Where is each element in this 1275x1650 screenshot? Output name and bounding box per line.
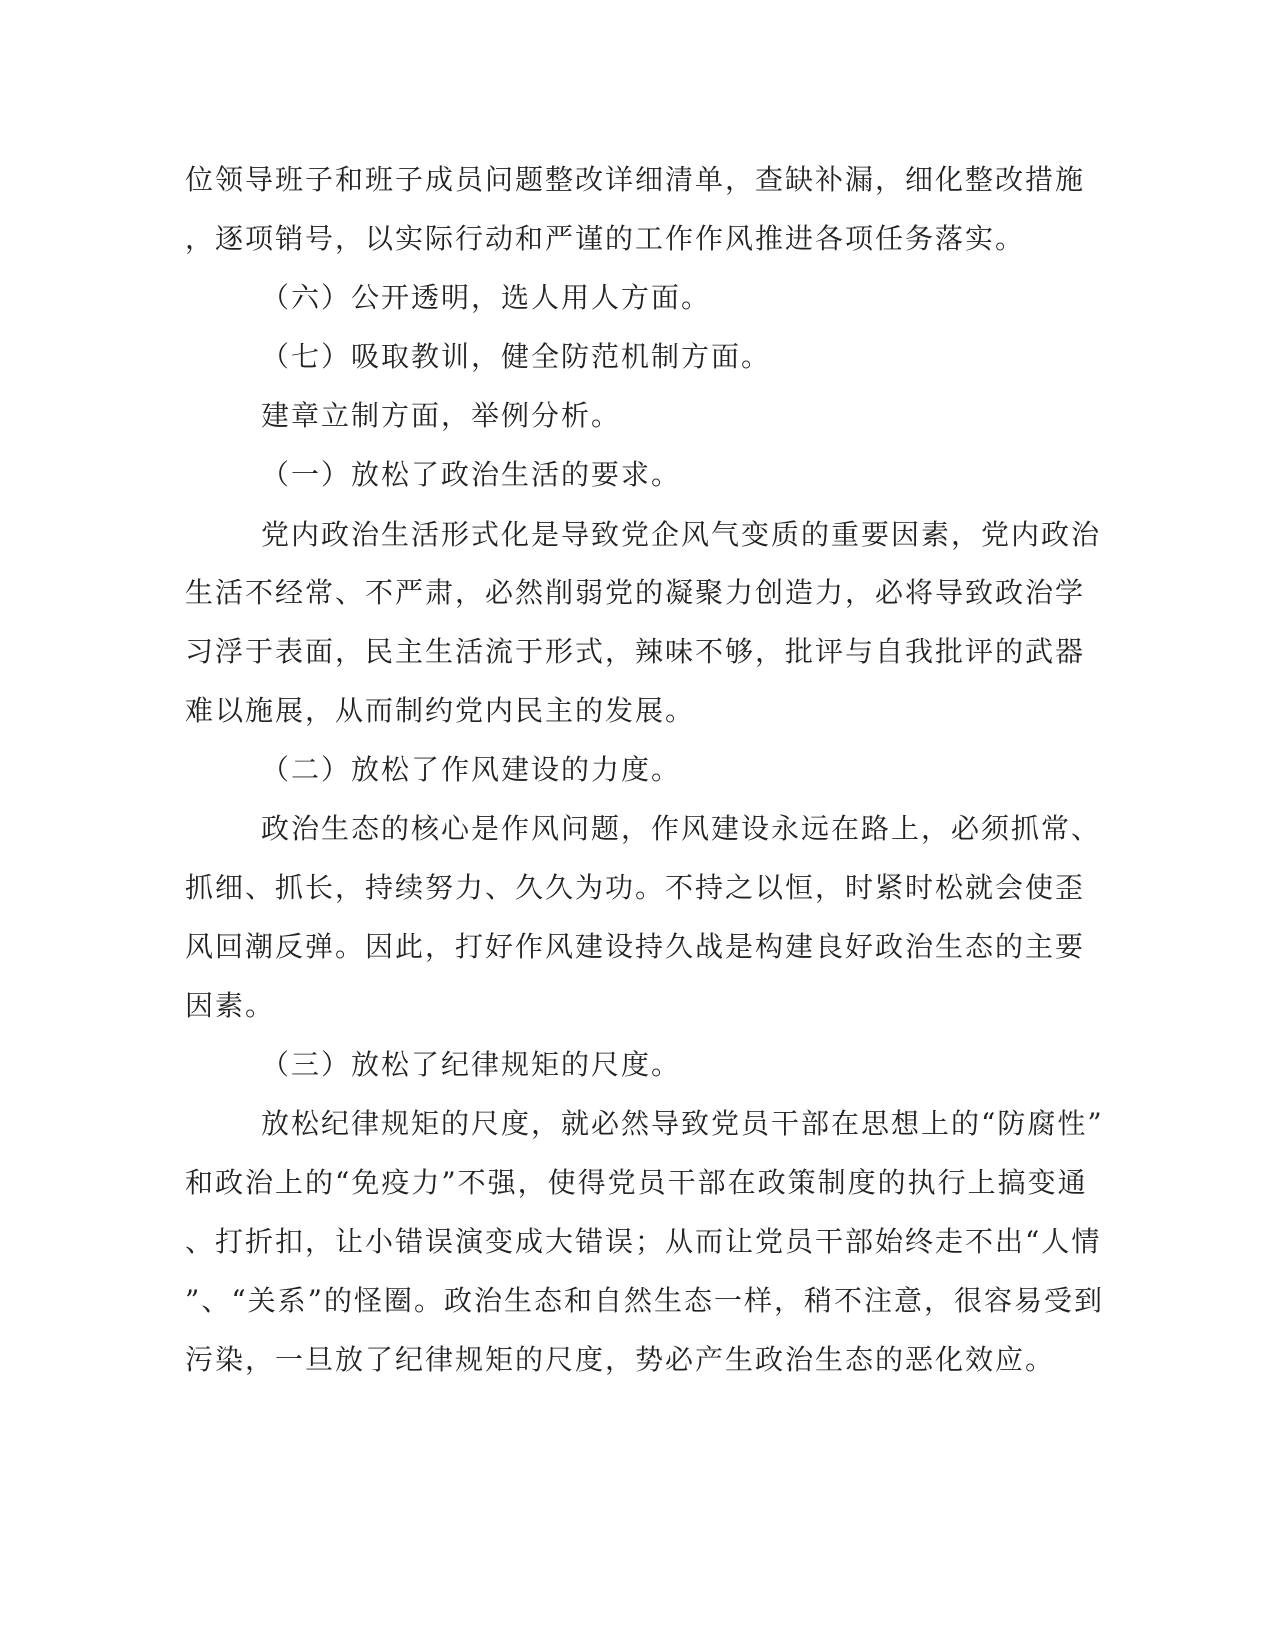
text-line-18: 和政治上的“免疫力”不强，使得党员干部在政策制度的执行上搞变通 bbox=[185, 1166, 1088, 1199]
text-line-1: 位领导班子和班子成员问题整改详细清单，查缺补漏，细化整改措施 bbox=[185, 163, 1086, 196]
text-line-9: 习浮于表面，民主生活流于形式，辣味不够，批评与自我批评的武器 bbox=[185, 635, 1086, 668]
text-line-8: 生活不经常、不严肃，必然削弱党的凝聚力创造力，必将导致政治学 bbox=[185, 576, 1086, 609]
text-line-13: 抓细、抓长，持续努力、久久为功。不持之以恒，时紧时松就会使歪 bbox=[185, 871, 1086, 904]
section-heading-3: （三）放松了纪律规矩的尺度。 bbox=[261, 1048, 682, 1081]
text-line-19: 、打折扣，让小错误演变成大错误；从而让党员干部始终走不出“人情 bbox=[185, 1225, 1102, 1258]
text-line-20: ”、“关系”的怪圈。政治生态和自然生态一样，稍不注意，很容易受到 bbox=[185, 1284, 1104, 1317]
text-line-10: 难以施展，从而制约党内民主的发展。 bbox=[185, 694, 696, 727]
text-line-2: ，逐项销号，以实际行动和严谨的工作作风推进各项任务落实。 bbox=[185, 222, 1026, 255]
section-heading-2: （二）放松了作风建设的力度。 bbox=[261, 753, 682, 786]
paragraph-heading: 建章立制方面，举例分析。 bbox=[261, 399, 622, 432]
text-line-12: 政治生态的核心是作风问题，作风建设永远在路上，必须抓常、 bbox=[261, 812, 1102, 845]
text-line-14: 风回潮反弹。因此，打好作风建设持久战是构建良好政治生态的主要 bbox=[185, 930, 1086, 963]
text-line-7: 党内政治生活形式化是导致党企风气变质的重要因素，党内政治 bbox=[261, 518, 1102, 551]
section-heading-7: （七）吸取教训，健全防范机制方面。 bbox=[261, 340, 772, 373]
text-line-17: 放松纪律规矩的尺度，就必然导致党员干部在思想上的“防腐性” bbox=[261, 1107, 1104, 1140]
section-heading-1: （一）放松了政治生活的要求。 bbox=[261, 458, 682, 491]
section-heading-6: （六）公开透明，选人用人方面。 bbox=[261, 281, 712, 314]
text-line-15: 因素。 bbox=[185, 989, 276, 1022]
text-line-21: 污染，一旦放了纪律规矩的尺度，势必产生政治生态的恶化效应。 bbox=[185, 1343, 1056, 1376]
